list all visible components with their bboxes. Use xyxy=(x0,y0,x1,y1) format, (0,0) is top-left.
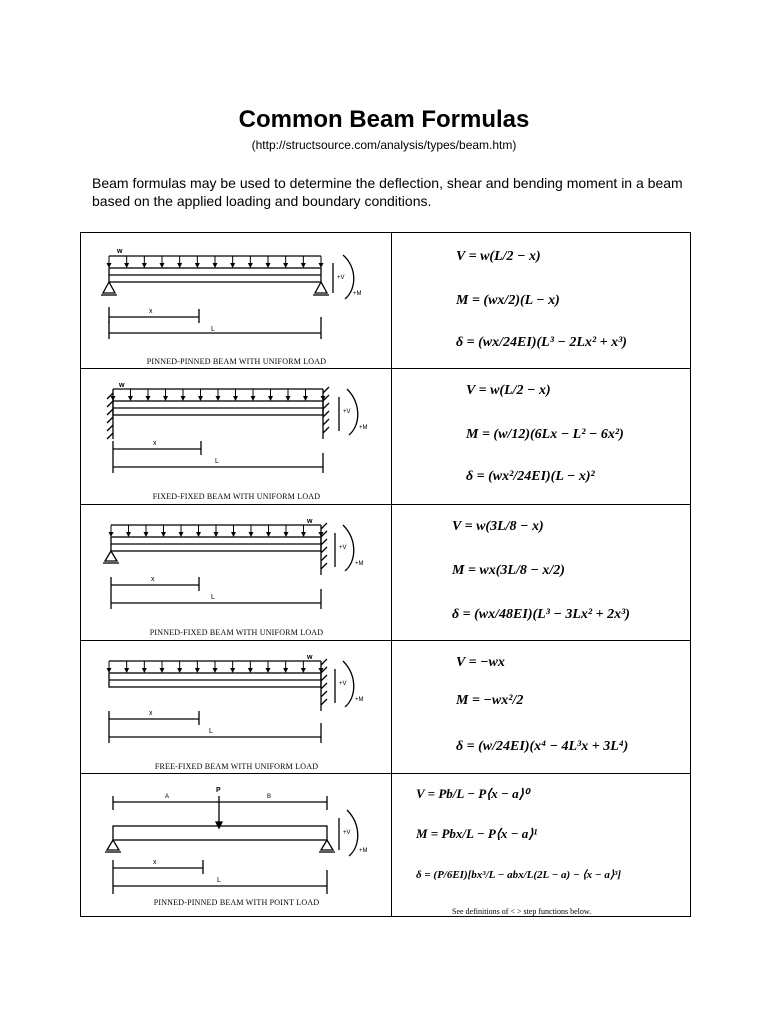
x-label: x xyxy=(153,859,157,866)
load-arrow xyxy=(195,256,200,268)
formula-cell xyxy=(392,641,690,773)
formula-cell xyxy=(392,505,690,640)
x-label: x xyxy=(149,308,153,315)
load-arrow xyxy=(251,389,256,401)
shear-label: +V xyxy=(343,830,351,836)
load-arrow xyxy=(124,256,129,268)
moment-formula: M = (w/12)(6Lx − L² − 6x²) xyxy=(466,427,624,442)
load-arrow xyxy=(124,661,129,673)
length-label: L xyxy=(217,877,221,884)
moment-formula: M = (wx/2)(L − x) xyxy=(456,293,560,308)
load-arrow xyxy=(126,525,131,537)
load-arrow xyxy=(233,389,238,401)
load-arrow xyxy=(214,525,219,537)
b-label: B xyxy=(267,794,272,800)
load-arrow xyxy=(179,525,184,537)
load-arrow xyxy=(301,661,306,673)
load-arrow xyxy=(266,525,271,537)
load-arrow xyxy=(319,256,324,268)
table-row xyxy=(81,233,690,369)
length-label: L xyxy=(215,458,219,465)
load-arrow xyxy=(216,389,221,401)
length-label: L xyxy=(211,326,215,333)
load-label: w xyxy=(307,654,313,661)
diagram-caption: PINNED-FIXED BEAM WITH UNIFORM LOAD xyxy=(149,628,324,637)
load-arrow xyxy=(266,256,271,268)
diagram-cell xyxy=(81,369,392,504)
load-arrow xyxy=(107,256,112,268)
table-row xyxy=(81,641,690,774)
deflection-formula: δ = (wx/48EI)(L³ − 3Lx² + 2x³) xyxy=(452,607,630,622)
beam-diagram xyxy=(81,505,392,641)
diagram-cell xyxy=(81,774,392,916)
step-function-note: See definitions of < > step functions below. xyxy=(452,907,592,916)
load-arrow xyxy=(283,661,288,673)
load-arrow xyxy=(283,256,288,268)
x-label: x xyxy=(149,710,153,717)
table-row xyxy=(81,369,690,505)
table-row xyxy=(81,505,690,641)
load-arrow xyxy=(266,661,271,673)
load-arrow xyxy=(128,389,133,401)
moment-label: +M xyxy=(355,697,364,703)
shear-formula: V = −wx xyxy=(456,655,505,670)
moment-formula: M = −wx²/2 xyxy=(456,693,524,708)
load-label: w xyxy=(119,382,125,389)
beam-diagram xyxy=(81,641,392,774)
source-url: (http://structsource.com/analysis/types/beam.htm) xyxy=(251,138,517,152)
load-arrow xyxy=(230,256,235,268)
deflection-formula: δ = (P/6EI)[bx³/L − abx/L(2L − a) − ⟨x − a⟩³] xyxy=(416,869,622,881)
load-arrow xyxy=(268,389,273,401)
moment-formula: M = Pbx/L − P⟨x − a⟩¹ xyxy=(416,826,538,841)
load-arrow xyxy=(301,525,306,537)
load-arrow xyxy=(146,389,151,401)
page-title: Common Beam Formulas xyxy=(238,106,530,133)
x-label: x xyxy=(151,576,155,583)
load-arrow xyxy=(177,661,182,673)
length-label: L xyxy=(209,728,213,735)
moment-label: +M xyxy=(359,425,368,431)
moment-formula: M = wx(3L/8 − x/2) xyxy=(452,563,565,578)
load-arrow xyxy=(195,661,200,673)
load-arrow xyxy=(142,256,147,268)
load-arrow xyxy=(142,661,147,673)
beam-formula-table xyxy=(80,232,691,917)
load-arrow xyxy=(303,389,308,401)
moment-label: +M xyxy=(359,848,368,854)
diagram-cell xyxy=(81,641,392,773)
deflection-formula: δ = (wx/24EI)(L³ − 2Lx² + x³) xyxy=(456,335,627,350)
beam-diagram xyxy=(81,774,392,916)
load-arrow xyxy=(109,525,114,537)
intro-paragraph: Beam formulas may be used to determine the deflection, shear and bending moment in a beam based on the applied loading and boundary conditions. xyxy=(92,175,683,209)
table-row xyxy=(81,774,690,916)
shear-formula: V = w(L/2 − x) xyxy=(456,249,541,264)
a-label: A xyxy=(165,794,170,800)
load-arrow xyxy=(196,525,201,537)
load-arrow xyxy=(248,661,253,673)
load-arrow xyxy=(213,256,218,268)
formula-cell xyxy=(392,774,690,916)
formula-cell xyxy=(392,233,690,368)
diagram-caption: FIXED-FIXED BEAM WITH UNIFORM LOAD xyxy=(152,492,321,501)
shear-formula: V = Pb/L − P⟨x − a⟩⁰ xyxy=(416,786,529,801)
load-arrow xyxy=(107,661,112,673)
load-arrow xyxy=(301,256,306,268)
load-arrow xyxy=(160,661,165,673)
load-label: w xyxy=(117,248,123,255)
load-arrow xyxy=(181,389,186,401)
formula-cell xyxy=(392,369,690,504)
diagram-cell xyxy=(81,233,392,368)
deflection-formula: δ = (wx²/24EI)(L − x)² xyxy=(466,469,595,484)
shear-formula: V = w(L/2 − x) xyxy=(466,383,551,398)
length-label: L xyxy=(211,594,215,601)
shear-label: +V xyxy=(343,409,351,415)
point-load-label: P xyxy=(216,787,221,794)
deflection-formula: δ = (w/24EI)(x⁴ − 4L³x + 3L⁴) xyxy=(456,739,629,754)
shear-label: +V xyxy=(339,681,347,687)
diagram-cell xyxy=(81,505,392,640)
load-arrow xyxy=(213,661,218,673)
load-label: w xyxy=(307,518,313,525)
load-arrow xyxy=(286,389,291,401)
diagram-caption: PINNED-PINNED BEAM WITH POINT LOAD xyxy=(153,898,320,907)
x-label: x xyxy=(153,440,157,447)
moment-label: +M xyxy=(353,291,362,297)
diagram-caption: PINNED-PINNED BEAM WITH UNIFORM LOAD xyxy=(146,357,327,366)
hatch-left xyxy=(107,393,113,439)
load-arrow xyxy=(249,525,254,537)
beam-diagram xyxy=(81,233,392,369)
load-arrow xyxy=(231,525,236,537)
diagram-caption: FREE-FIXED BEAM WITH UNIFORM LOAD xyxy=(154,762,319,771)
load-arrow xyxy=(248,256,253,268)
moment-label: +M xyxy=(355,561,364,567)
load-arrow xyxy=(177,256,182,268)
load-arrow xyxy=(284,525,289,537)
beam-diagram xyxy=(81,369,392,505)
load-arrow xyxy=(198,389,203,401)
load-arrow xyxy=(160,256,165,268)
shear-label: +V xyxy=(337,275,345,281)
load-arrow xyxy=(144,525,149,537)
load-arrow xyxy=(161,525,166,537)
shear-formula: V = w(3L/8 − x) xyxy=(452,519,544,534)
shear-label: +V xyxy=(339,545,347,551)
load-arrow xyxy=(230,661,235,673)
load-arrow xyxy=(163,389,168,401)
